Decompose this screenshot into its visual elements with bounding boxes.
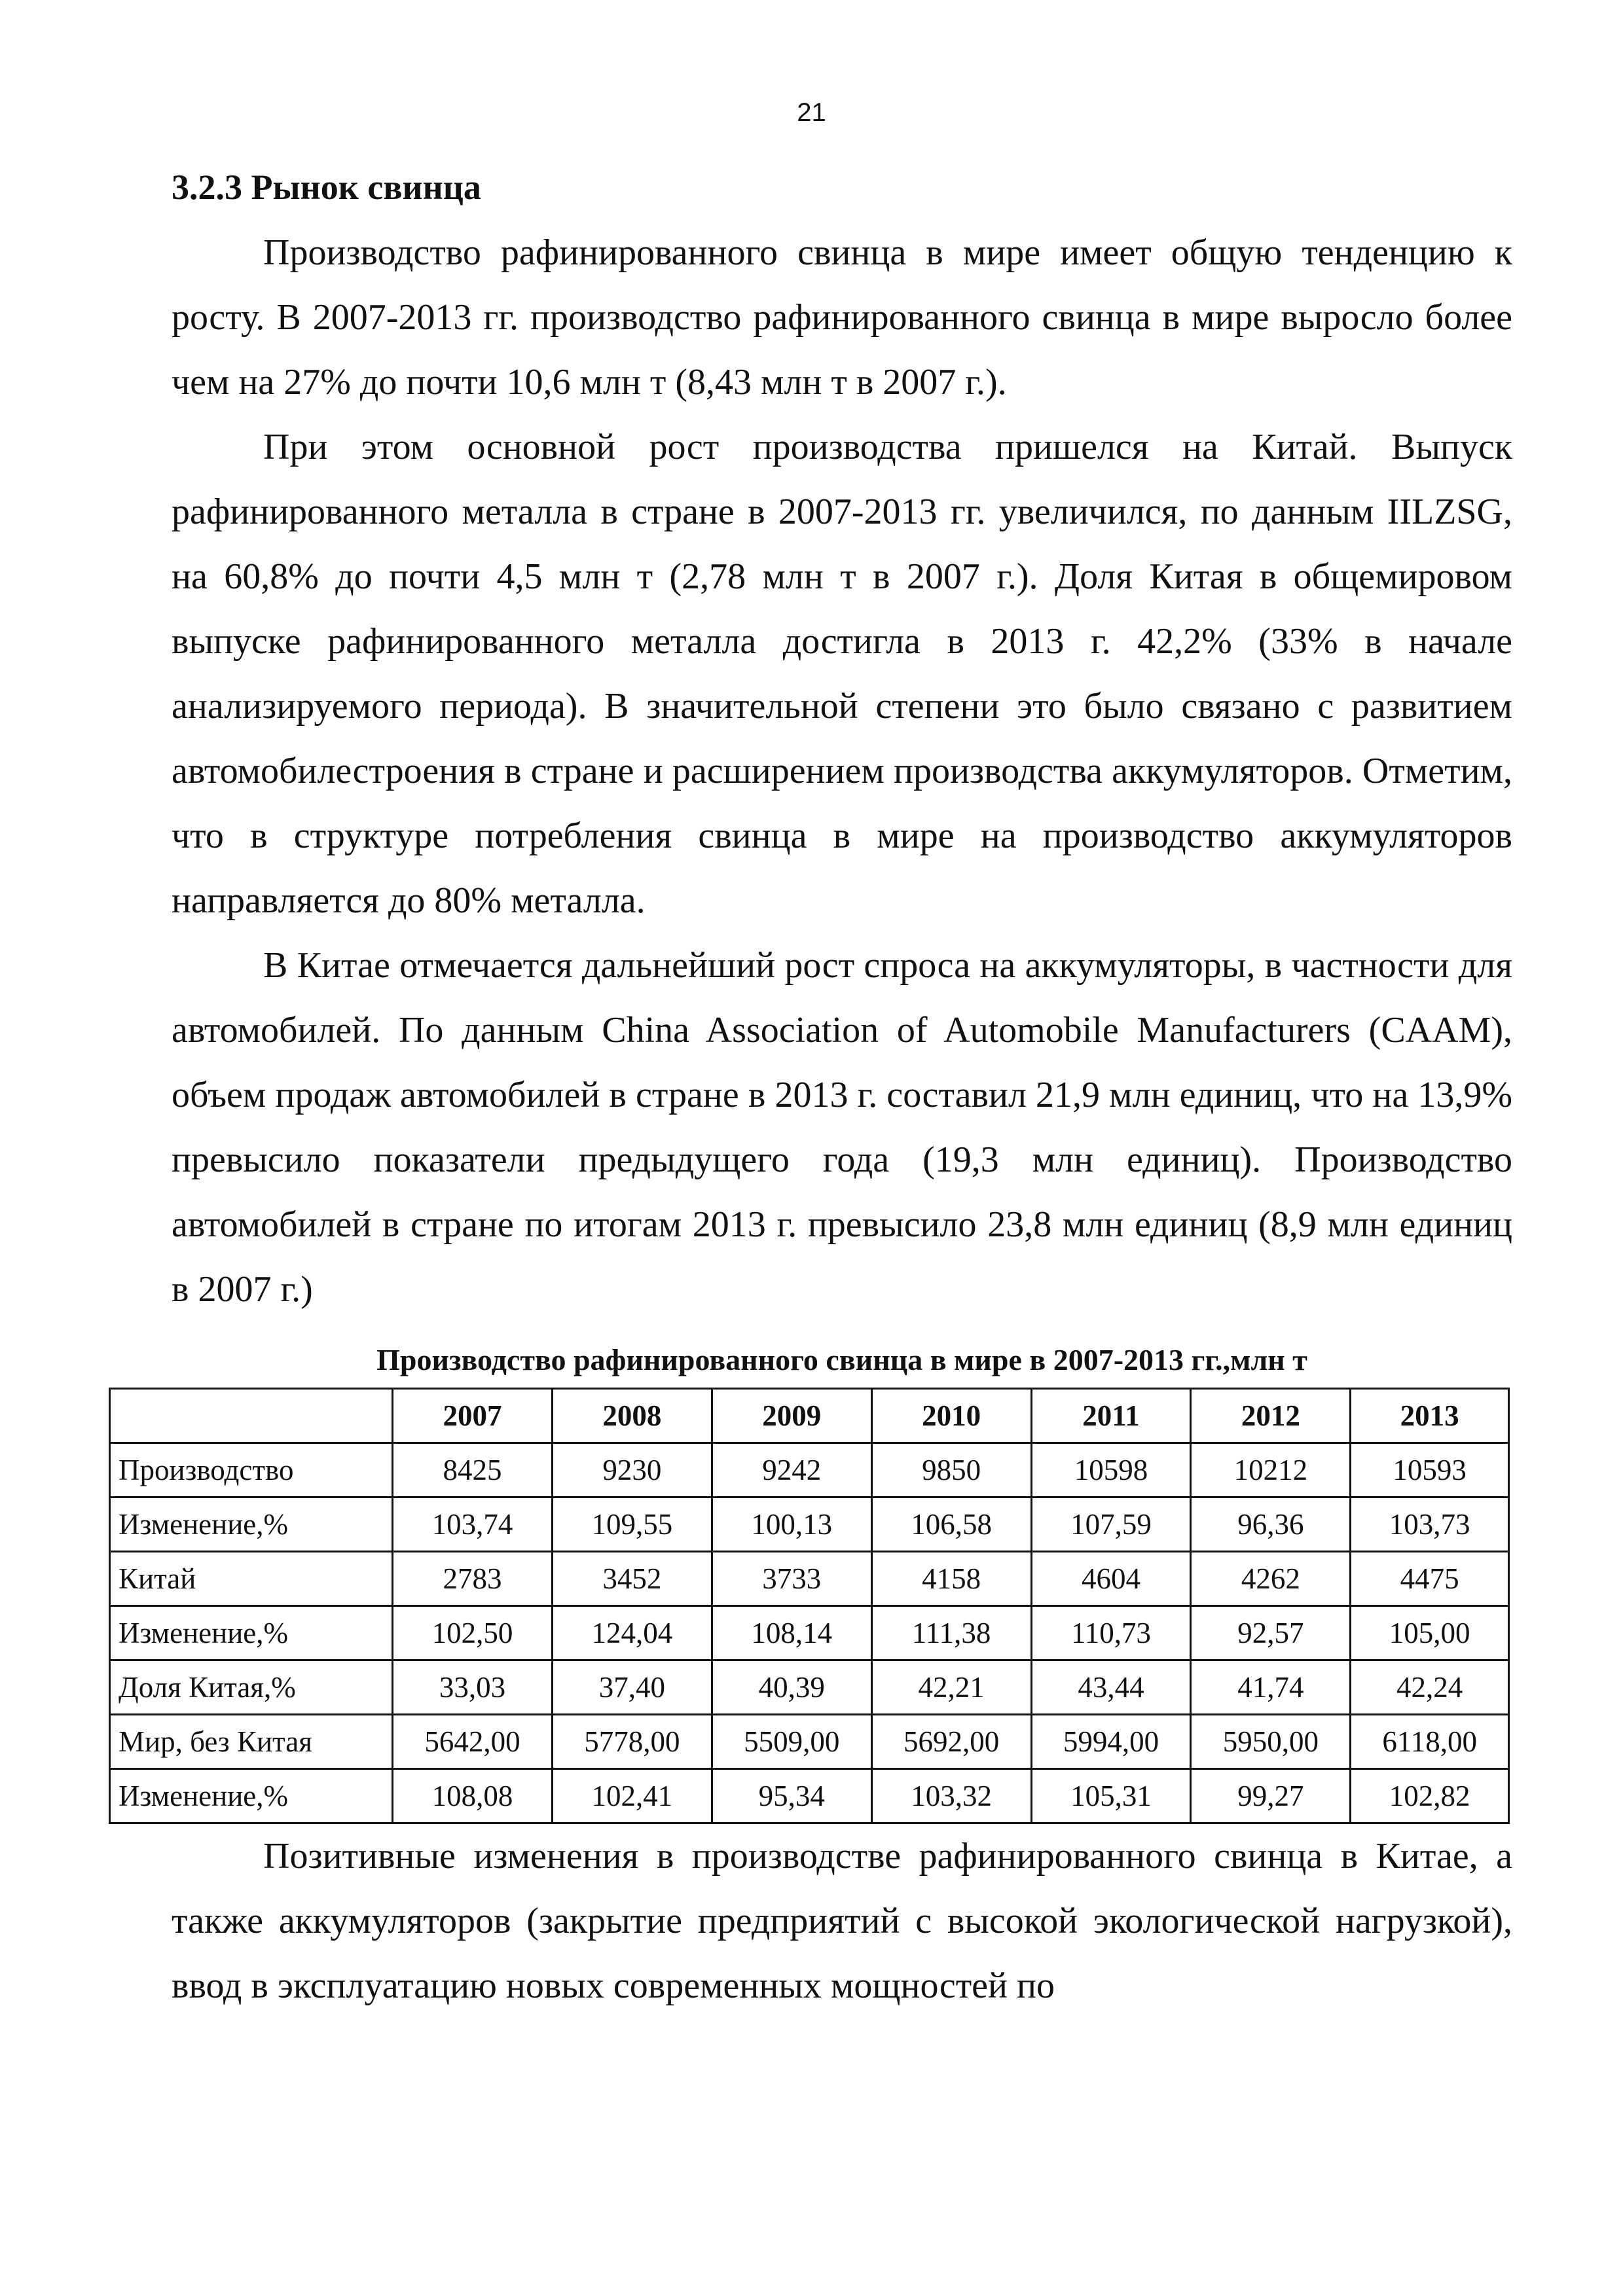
table-cell: 37,40 [552,1660,712,1715]
table-cell: 95,34 [712,1769,871,1823]
page-content [119,167,1512,2018]
table-cell: 105,00 [1351,1606,1509,1660]
table-cell: 6118,00 [1351,1715,1509,1769]
table-cell: 110,73 [1031,1606,1191,1660]
table-row [110,1443,1509,1498]
paragraph-1: Производство рафинированного свинца в мире имеет общую тенденцию к росту. В 2007-2013 гг. производство рафинированного свинца в мире выросло более чем на 27% до почти 10,6 млн т (8,43 млн т в 2007 г.). [172,232,1512,403]
table-cell: 102,50 [393,1606,553,1660]
header-year: 2010 [871,1389,1031,1443]
table-cell: 109,55 [552,1498,712,1552]
table-cell: 4475 [1351,1552,1509,1606]
table-cell: 5509,00 [712,1715,871,1769]
row-label: Доля Китая,% [110,1660,393,1715]
table-cell: 3452 [552,1552,712,1606]
header-year: 2011 [1031,1389,1191,1443]
table-cell: 108,14 [712,1606,871,1660]
table-cell: 4158 [871,1552,1031,1606]
table-cell: 4604 [1031,1552,1191,1606]
table-cell: 10598 [1031,1443,1191,1498]
table-cell: 111,38 [871,1606,1031,1660]
table-cell: 9242 [712,1443,871,1498]
table-cell: 5778,00 [552,1715,712,1769]
row-label: Производство [110,1443,393,1498]
table-row [110,1715,1509,1769]
header-year: 2012 [1191,1389,1351,1443]
table-cell: 103,74 [393,1498,553,1552]
table-cell: 5692,00 [871,1715,1031,1769]
paragraph-2: При этом основной рост производства пришелся на Китай. Выпуск рафинированного металла в стране в 2007-2013 гг. увеличился, по данным IILZSG, на 60,8% до почти 4,5 млн т (2,78 млн т в 2007 г.). Доля Китая в общемировом выпуске рафинированного металла достигла в 2013 г. 42,2% (33% в начале анализируемого периода). В значительной степени это было связано с развитием автомобилестроения в стране и расширением производства аккумуляторов. Отметим, что в структуре потребления свинца в мире на производство аккумуляторов направляется до 80% металла. [172,427,1512,921]
header-year: 2008 [552,1389,712,1443]
closing-paragraph: Позитивные изменения в производстве рафинированного свинца в Китае, а также аккумуляторов (закрытие предприятий с высокой экологической нагрузкой), ввод в эксплуатацию новых современных мощностей по [172,1836,1512,2006]
table-cell: 92,57 [1191,1606,1351,1660]
table-cell: 4262 [1191,1552,1351,1606]
table-cell: 100,13 [712,1498,871,1552]
table-cell: 106,58 [871,1498,1031,1552]
table-row [110,1660,1509,1715]
table-cell: 105,31 [1031,1769,1191,1823]
table-corner-cell [110,1389,393,1443]
table-cell: 2783 [393,1552,553,1606]
table-cell: 103,73 [1351,1498,1509,1552]
table-cell: 43,44 [1031,1660,1191,1715]
table-cell: 5642,00 [393,1715,553,1769]
table-title: Производство рафинированного свинца в мире в 2007-2013 гг.,млн т [376,1343,1307,1376]
table-header-row [110,1389,1509,1443]
table-cell: 102,41 [552,1769,712,1823]
table-cell: 99,27 [1191,1769,1351,1823]
table-row [110,1606,1509,1660]
row-label: Изменение,% [110,1769,393,1823]
table-row [110,1769,1509,1823]
table-cell: 3733 [712,1552,871,1606]
row-label: Мир, без Китая [110,1715,393,1769]
table-cell: 96,36 [1191,1498,1351,1552]
table-cell: 124,04 [552,1606,712,1660]
header-year: 2009 [712,1389,871,1443]
table-cell: 42,24 [1351,1660,1509,1715]
table-cell: 102,82 [1351,1769,1509,1823]
table-cell: 8425 [393,1443,553,1498]
row-label: Изменение,% [110,1498,393,1552]
page-number: 21 [797,98,826,127]
table-cell: 5994,00 [1031,1715,1191,1769]
table-cell: 107,59 [1031,1498,1191,1552]
row-label: Изменение,% [110,1606,393,1660]
header-year: 2013 [1351,1389,1509,1443]
table-cell: 9230 [552,1443,712,1498]
table-cell: 40,39 [712,1660,871,1715]
table-cell: 103,32 [871,1769,1031,1823]
table-cell: 10593 [1351,1443,1509,1498]
table-cell: 9850 [871,1443,1031,1498]
table-cell: 5950,00 [1191,1715,1351,1769]
lead-production-table [109,1388,1510,1824]
table-cell: 42,21 [871,1660,1031,1715]
section-heading: 3.2.3 Рынок свинца [172,168,481,207]
table-row [110,1498,1509,1552]
table-cell: 41,74 [1191,1660,1351,1715]
table-cell: 108,08 [393,1769,553,1823]
table-cell: 33,03 [393,1660,553,1715]
header-year: 2007 [393,1389,553,1443]
table-cell: 10212 [1191,1443,1351,1498]
paragraph-3: В Китае отмечается дальнейший рост спроса на аккумуляторы, в частности для автомобилей. По данным China Association of Automobile Manufacturers (CAAM), объем продаж автомобилей в стране в 2013 г. составил 21,9 млн единиц, что на 13,9% превысило показатели предыдущего года (19,3 млн единиц). Производство автомобилей в стране по итогам 2013 г. превысило 23,8 млн единиц (8,9 млн единиц в 2007 г.) [172,945,1512,1310]
table-row [110,1552,1509,1606]
row-label: Китай [110,1552,393,1606]
